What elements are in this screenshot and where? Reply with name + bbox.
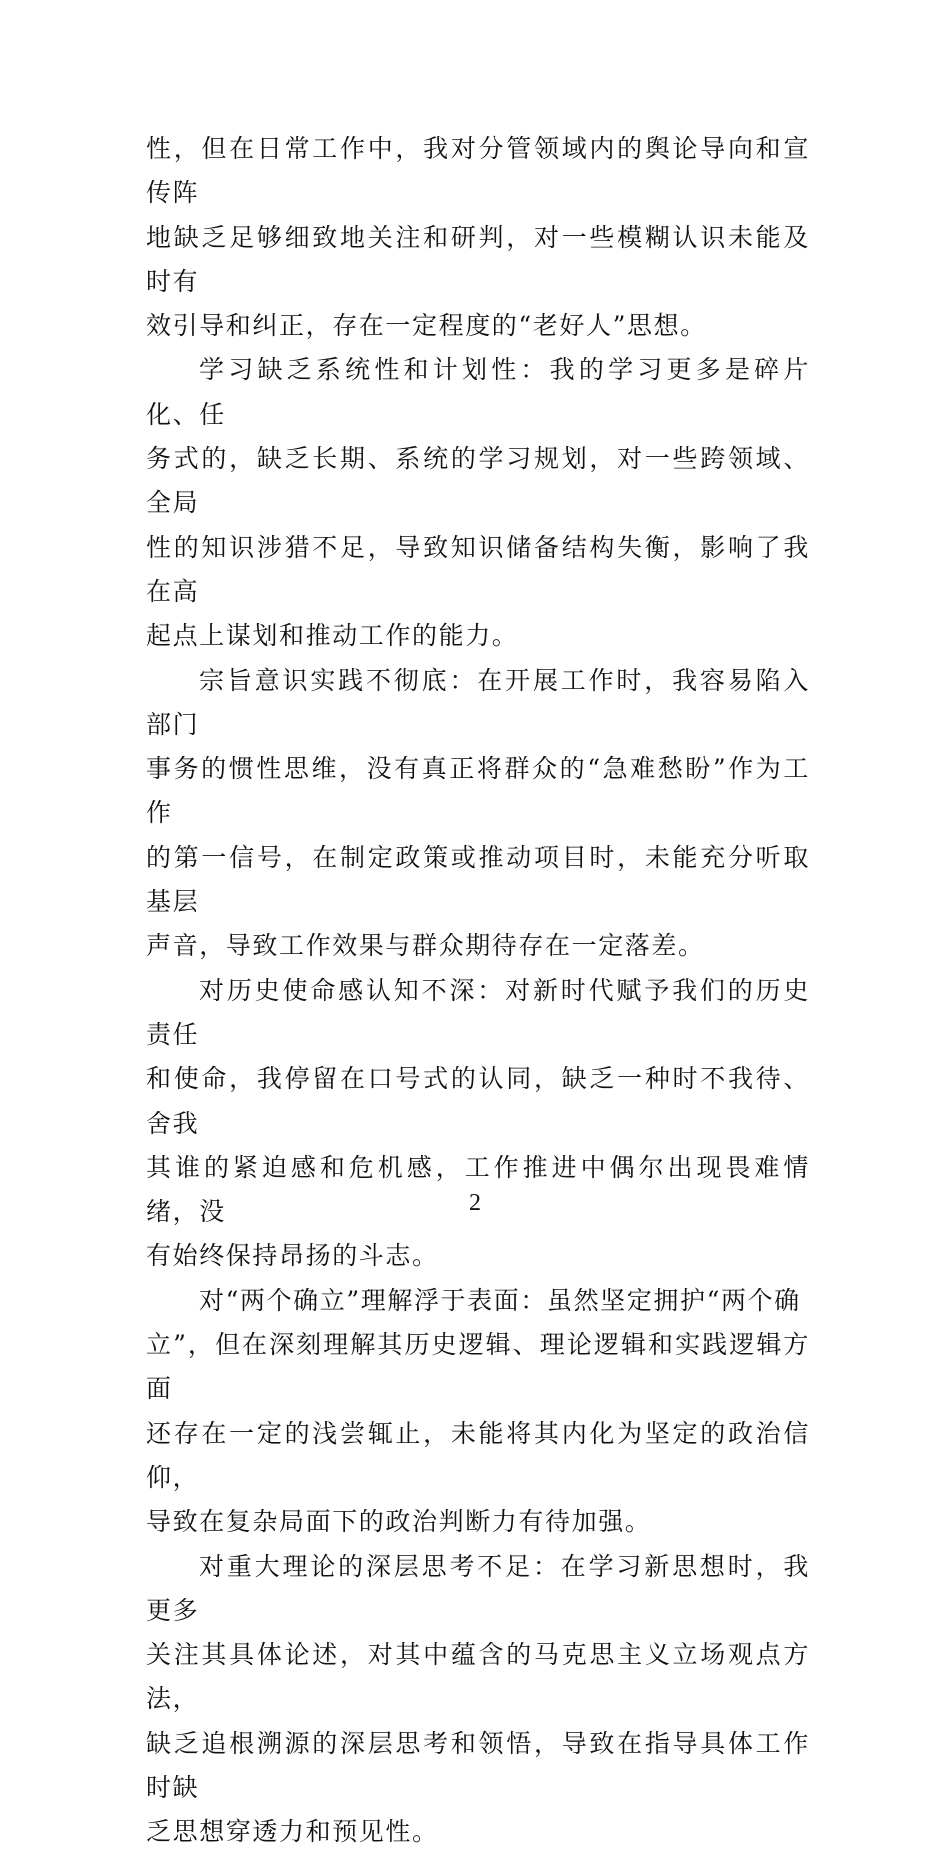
text-line: 地缺乏足够细致地关注和研判，对一些模糊认识未能及时有 [146, 222, 810, 296]
text-line: 的第一信号，在制定政策或推动项目时，未能充分听取基层 [146, 842, 810, 917]
text-line: 立”，但在深刻理解其历史逻辑、理论逻辑和实践逻辑方面 [146, 1330, 810, 1404]
text-line: 导致在复杂局面下的政治判断力有待加强。 [146, 1507, 652, 1537]
text-line: 对历史使命感认知不深：对新时代赋予我们的历史责任 [146, 975, 810, 1049]
paragraph [146, 1279, 810, 1545]
text-line: 宗旨意识实践不彻底：在开展工作时，我容易陷入部门 [146, 665, 810, 739]
text-line: 务式的，缺乏长期、系统的学习规划，对一些跨领域、全局 [146, 444, 810, 518]
text-line: 缺乏追根溯源的深层思考和领悟，导致在指导具体工作时缺 [146, 1728, 810, 1802]
page-number: 2 [469, 1190, 481, 1216]
text-line: 还存在一定的浅尝辄止，未能将其内化为坚定的政治信仰， [146, 1418, 810, 1492]
text-line: 性的知识涉猎不足，导致知识储备结构失衡，影响了我在高 [146, 532, 810, 606]
paragraph [146, 969, 810, 1279]
text-line: 起点上谋划和推动工作的能力。 [146, 621, 519, 651]
text-line: 乏思想穿透力和预见性。 [146, 1817, 439, 1847]
text-line: 性，但在日常工作中，我对分管领域内的舆论导向和宣传阵 [146, 134, 810, 208]
paragraph [146, 659, 810, 969]
text-line: 对重大理论的深层思考不足：在学习新思想时，我更多 [146, 1551, 810, 1625]
text-line: 其谁的紧迫感和危机感，工作推进中偶尔出现畏难情绪，没 [146, 1152, 810, 1227]
document-body [146, 127, 810, 1855]
text-line: 对“两个确立”理解浮于表面：虽然坚定拥护“两个确 [199, 1285, 801, 1315]
text-line: 事务的惯性思维，没有真正将群众的“急难愁盼”作为工作 [146, 754, 810, 828]
paragraph [146, 127, 810, 348]
text-line: 关注其具体论述，对其中蕴含的马克思主义立场观点方法， [146, 1640, 810, 1714]
paragraph [146, 1545, 810, 1855]
text-line: 和使命，我停留在口号式的认同，缺乏一种时不我待、舍我 [146, 1064, 810, 1138]
text-line: 声音，导致工作效果与群众期待存在一定落差。 [146, 931, 705, 961]
paragraph [146, 348, 810, 658]
text-line: 效引导和纠正，存在一定程度的“老好人”思想。 [146, 311, 707, 341]
text-line: 学习缺乏系统性和计划性：我的学习更多是碎片化、任 [146, 355, 810, 429]
text-line: 有始终保持昂扬的斗志。 [146, 1241, 439, 1271]
